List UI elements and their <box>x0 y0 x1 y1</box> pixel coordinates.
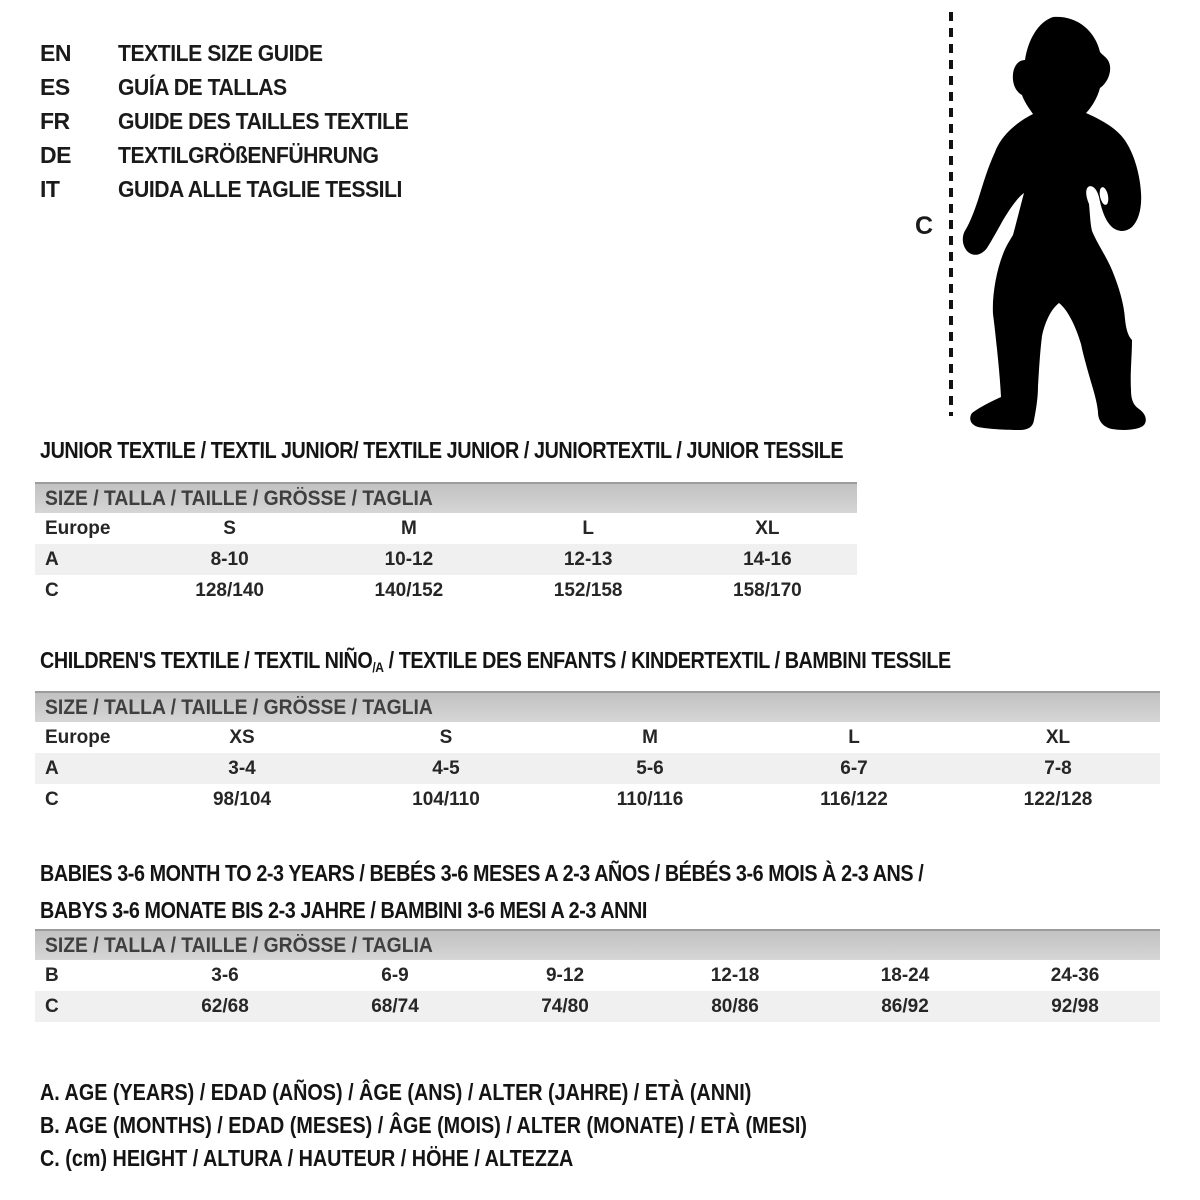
row-label: Europe <box>45 727 111 748</box>
size-cell: S <box>223 518 236 539</box>
legend-line-c: C. (cm) HEIGHT / ALTURA / HAUTEUR / HÖHE / ALTEZZA <box>40 1145 574 1171</box>
value-cell: 3-6 <box>211 965 239 986</box>
row-label: B <box>45 965 59 986</box>
row-label: C <box>45 580 59 601</box>
value-cell: 10-12 <box>384 549 434 570</box>
language-row <box>40 104 434 138</box>
value-cell: 128/140 <box>195 580 264 601</box>
language-title: GUIDA ALLE TAGLIE TESSILI <box>118 175 402 202</box>
language-code: EN <box>40 39 71 66</box>
legend-line-b: B. AGE (MONTHS) / EDAD (MESES) / ÂGE (MOIS) / ALTER (MONATE) / ETÀ (MESI) <box>40 1112 807 1138</box>
legend-line-a: A. AGE (YEARS) / EDAD (AÑOS) / ÂGE (ANS) / ALTER (JAHRE) / ETÀ (ANNI) <box>40 1079 752 1105</box>
measurement-legend <box>40 1076 932 1175</box>
value-cell: 6-9 <box>381 965 409 986</box>
size-cell: L <box>582 518 594 539</box>
section-title-children: CHILDREN'S TEXTILE / TEXTIL $NIÑO_{/A}$ / TEXTILE DES ENFANTS / KINDERTEXTIL / BAMBINI TESSILE <box>40 647 951 675</box>
language-row <box>40 70 434 104</box>
value-cell: 8-10 <box>210 549 249 570</box>
row-label: C <box>45 996 59 1017</box>
size-cell: XL <box>1045 727 1071 748</box>
value-cell: 24-36 <box>1050 965 1100 986</box>
value-cell: 74/80 <box>541 996 589 1017</box>
language-code: ES <box>40 73 70 100</box>
table-row-height <box>35 575 857 606</box>
size-cell: M <box>400 518 417 539</box>
language-title: GUÍA DE TALLAS <box>118 73 287 100</box>
size-table-junior <box>35 482 857 606</box>
gender-suffix: /A <box>372 659 384 675</box>
row-label: C <box>45 789 59 810</box>
size-table-children <box>35 691 1160 815</box>
toddler-silhouette-figure <box>940 0 1200 440</box>
table-row-age <box>35 753 1160 784</box>
size-cell: L <box>848 727 860 748</box>
size-table-header: SIZE / TALLA / TAILLE / GRÖSSE / TAGLIA <box>35 482 857 513</box>
size-cell: M <box>642 727 658 748</box>
language-code: FR <box>40 107 70 134</box>
value-cell: 7-8 <box>1044 758 1072 779</box>
value-cell: 12-13 <box>563 549 613 570</box>
language-row <box>40 138 434 172</box>
value-cell: 18-24 <box>880 965 930 986</box>
row-label: A <box>45 758 59 779</box>
value-cell: 9-12 <box>545 965 585 986</box>
size-table-header: SIZE / TALLA / TAILLE / GRÖSSE / TAGLIA <box>35 691 1160 722</box>
size-cell: S <box>439 727 453 748</box>
value-cell: 68/74 <box>371 996 419 1017</box>
value-cell: 14-16 <box>743 549 792 570</box>
table-row-europe <box>35 513 857 544</box>
table-row-europe <box>35 722 1160 753</box>
value-cell: 86/92 <box>881 996 929 1017</box>
value-cell: 12-18 <box>710 965 760 986</box>
value-cell: 6-7 <box>840 758 868 779</box>
value-cell: 5-6 <box>636 758 664 779</box>
language-title-block <box>40 36 434 206</box>
value-cell: 158/170 <box>733 580 802 601</box>
language-row <box>40 36 434 70</box>
language-code: IT <box>40 175 60 202</box>
table-row-age <box>35 544 857 575</box>
table-row-height <box>35 991 1160 1022</box>
size-table-babies <box>35 929 1160 1022</box>
value-cell: 92/98 <box>1051 996 1099 1017</box>
row-label: A <box>45 549 59 570</box>
value-cell: 116/122 <box>820 789 888 810</box>
table-row-height <box>35 784 1160 815</box>
language-row <box>40 172 434 206</box>
value-cell: 4-5 <box>432 758 460 779</box>
value-cell: 152/158 <box>553 580 623 601</box>
language-title: GUIDE DES TAILLES TEXTILE <box>118 107 409 134</box>
row-label: Europe <box>45 518 111 539</box>
size-table-header: SIZE / TALLA / TAILLE / GRÖSSE / TAGLIA <box>35 929 1160 960</box>
toddler-silhouette <box>963 17 1146 430</box>
value-cell: 122/128 <box>1023 789 1093 810</box>
section-title-babies: BABIES 3-6 MONTH TO 2-3 YEARS / BEBÉS 3-6 MESES A 2-3 AÑOS / BÉBÉS 3-6 MOIS À 2-3 ANS / BABYS 3-6 MONATE BIS 2-3 JAHRE / BAMBINI 3-6 MESI A 2-3 ANNI <box>40 860 924 923</box>
language-title: TEXTILGRÖßENFÜHRUNG <box>118 141 379 168</box>
language-code: DE <box>40 141 71 168</box>
value-cell: 62/68 <box>201 996 249 1017</box>
size-cell: XS <box>229 727 255 748</box>
value-cell: 110/116 <box>616 789 684 810</box>
section-title-junior: JUNIOR TEXTILE / TEXTIL JUNIOR/ TEXTILE JUNIOR / JUNIORTEXTIL / JUNIOR TESSILE <box>40 437 844 463</box>
size-cell: XL <box>755 518 780 539</box>
height-measure-label: C <box>915 212 934 240</box>
value-cell: 140/152 <box>374 580 444 601</box>
value-cell: 3-4 <box>228 758 256 779</box>
table-row-months <box>35 960 1160 991</box>
value-cell: 104/110 <box>412 789 480 810</box>
value-cell: 98/104 <box>212 789 272 810</box>
value-cell: 80/86 <box>711 996 759 1017</box>
language-title: TEXTILE SIZE GUIDE <box>118 39 323 66</box>
